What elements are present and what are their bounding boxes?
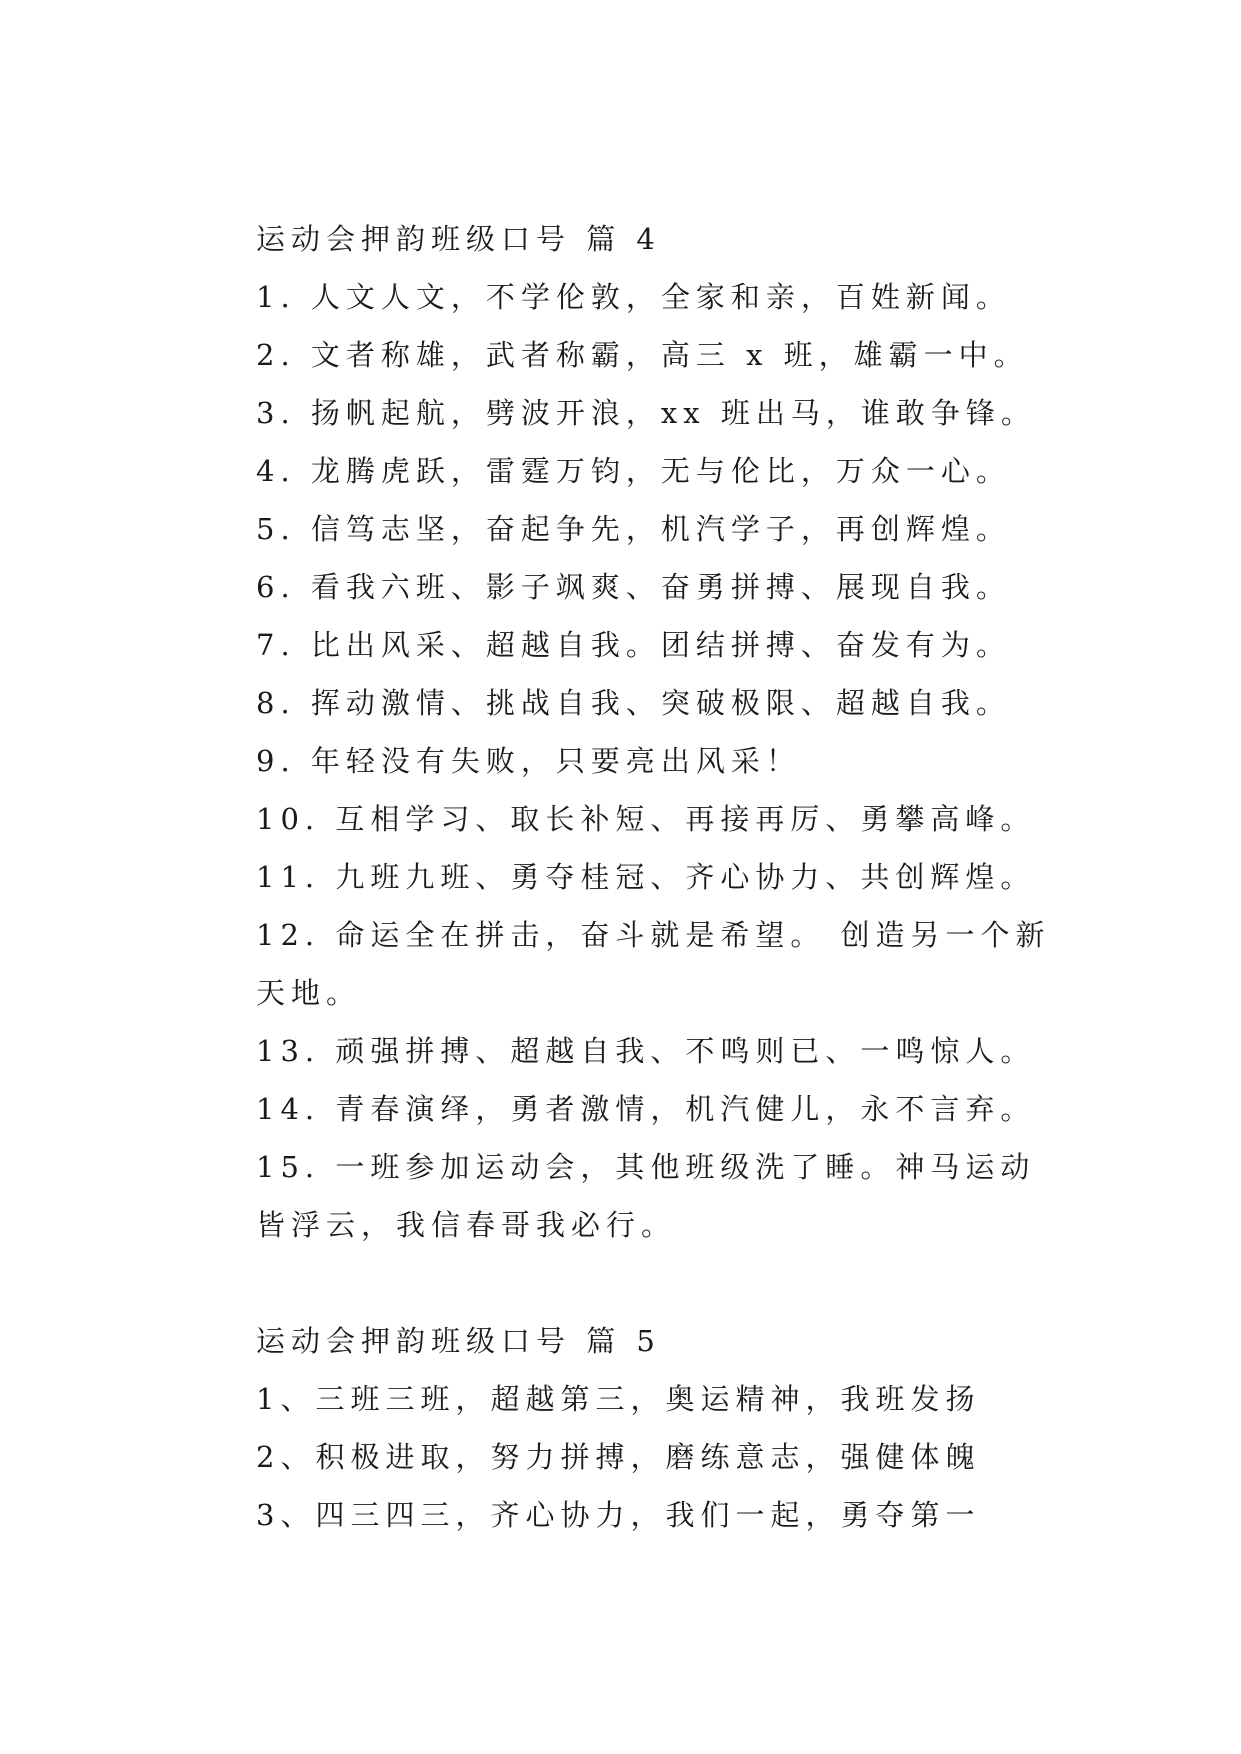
slogan-4-2: 2. 文者称雄，武者称霸，高三 x 班，雄霸一中。 [256, 338, 1029, 372]
slogan-4-8: 8. 挥动激情、挑战自我、突破极限、超越自我。 [256, 686, 1011, 720]
slogan-4-9: 9. 年轻没有失败，只要亮出风采！ [256, 744, 801, 778]
slogan-4-11: 11. 九班九班、勇夺桂冠、齐心协力、共创辉煌。 [256, 860, 1036, 894]
slogan-4-7: 7. 比出风采、超越自我。团结拼搏、奋发有为。 [256, 628, 1011, 662]
slogan-5-2: 2、积极进取，努力拼搏，磨练意志，强健体魄 [256, 1440, 981, 1474]
section-gap [190, 1254, 1070, 1312]
slogan-4-15: 15. 一班参加运动会，其他班级洗了睡。神马运动皆浮云，我信春哥我必行。 [256, 1150, 1036, 1242]
slogan-4-6: 6. 看我六班、影子飒爽、奋勇拼搏、展现自我。 [256, 570, 1011, 604]
slogan-5-3: 3、四三四三，齐心协力，我们一起，勇夺第一 [256, 1498, 981, 1532]
document-body [190, 210, 1070, 1544]
slogan-5-1: 1、三班三班，超越第三，奥运精神，我班发扬 [256, 1382, 981, 1416]
slogan-4-10: 10. 互相学习、取长补短、再接再厉、勇攀高峰。 [256, 802, 1036, 836]
section-4-title: 运动会押韵班级口号 篇 4 [256, 222, 661, 256]
slogan-4-14: 14. 青春演绎，勇者激情，机汽健儿，永不言弃。 [256, 1092, 1036, 1126]
section-5-title: 运动会押韵班级口号 篇 5 [256, 1324, 661, 1358]
slogan-4-4: 4. 龙腾虎跃，雷霆万钧，无与伦比，万众一心。 [256, 454, 1011, 488]
slogan-4-5: 5. 信笃志坚，奋起争先，机汽学子，再创辉煌。 [256, 512, 1011, 546]
slogan-4-13: 13. 顽强拼搏、超越自我、不鸣则已、一鸣惊人。 [256, 1034, 1036, 1068]
slogan-4-12: 12. 命运全在拼击，奋斗就是希望。 创造另一个新天地。 [256, 918, 1051, 1010]
slogan-4-1: 1. 人文人文，不学伦敦，全家和亲，百姓新闻。 [256, 280, 1011, 314]
slogan-4-3: 3. 扬帆起航，劈波开浪，xx 班出马，谁敢争锋。 [256, 396, 1036, 430]
